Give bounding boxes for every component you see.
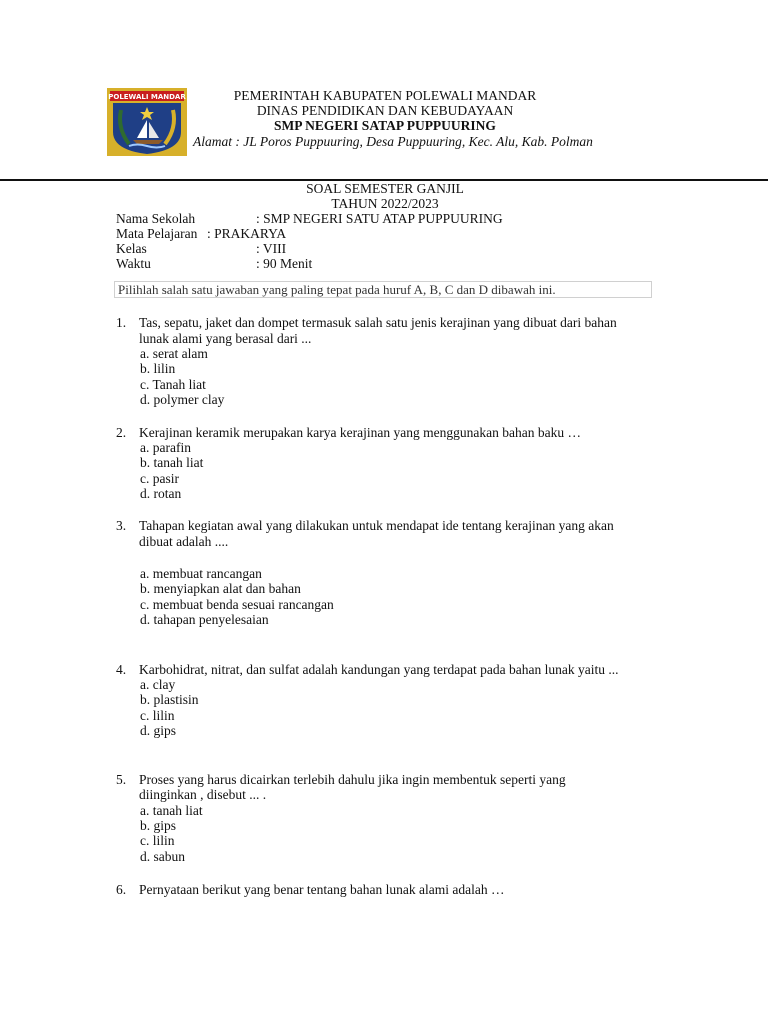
option-c[interactable]: c. lilin [140,833,175,848]
info-row-class [116,241,287,256]
question-text-line1: Proses yang harus dicairkan terlebih dahulu jika ingin membentuk seperti yang [139,772,566,787]
header-address: Alamat : JL Poros Puppuuring, Desa Puppuuring, Kec. Alu, Kab. Polman [193,134,593,149]
option-a[interactable]: a. membuat rancangan [140,566,262,581]
question-text-line1: Kerajinan keramik merupakan karya kerajinan yang menggunakan bahan baku … [139,425,581,440]
info-value: : SMP NEGERI SATU ATAP PUPPUURING [256,211,503,226]
info-row-time [116,256,313,271]
option-d[interactable]: d. polymer clay [140,392,225,407]
info-row-subject [116,226,287,241]
option-a[interactable]: a. serat alam [140,346,208,361]
question-number: 5. [116,772,127,787]
question-text-line1: Tas, sepatu, jaket dan dompet termasuk salah satu jenis kerajinan yang dibuat dari bahan [139,315,617,330]
option-b[interactable]: b. lilin [140,361,176,376]
question-number: 3. [116,518,127,533]
question-text-line2: diinginkan , disebut ... . [139,787,267,802]
info-label: Nama Sekolah [116,211,196,226]
question-text-line2: lunak alami yang berasal dari ... [139,331,312,346]
option-c[interactable]: c. pasir [140,471,179,486]
header-department: DINAS PENDIDIKAN DAN KEBUDAYAAN [256,103,514,118]
header-school-name: SMP NEGERI SATAP PUPPUURING [274,118,496,133]
question-number: 1. [116,315,127,330]
option-a[interactable]: a. clay [140,677,176,692]
question-text-line2: dibuat adalah .... [139,534,229,549]
info-value: : 90 Menit [256,256,313,271]
option-a[interactable]: a. tanah liat [140,803,203,818]
question-text-line1: Karbohidrat, nitrat, dan sulfat adalah kandungan yang terdapat pada bahan lunak yaitu ... [139,662,619,677]
option-b[interactable]: b. gips [140,818,177,833]
option-b[interactable]: b. tanah liat [140,455,204,470]
info-row-school [116,211,503,226]
exam-year: TAHUN 2022/2023 [331,196,439,211]
info-value: : PRAKARYA [207,226,287,241]
option-b[interactable]: b. plastisin [140,692,199,707]
option-c[interactable]: c. membuat benda sesuai rancangan [140,597,334,612]
question-number: 6. [116,882,127,897]
question-number: 2. [116,425,127,440]
info-value: : VIII [256,241,287,256]
option-c[interactable]: c. lilin [140,708,175,723]
info-label: Kelas [116,241,147,256]
option-c[interactable]: c. Tanah liat [140,377,206,392]
header-government: PEMERINTAH KABUPATEN POLEWALI MANDAR [233,88,537,103]
logo-banner-text: POLEWALI MANDAR [108,93,186,101]
option-d[interactable]: d. tahapan penyelesaian [140,612,269,627]
question-number: 4. [116,662,127,677]
question-text-line1: Tahapan kegiatan awal yang dilakukan untuk mendapat ide tentang kerajinan yang akan [139,518,614,533]
option-d[interactable]: d. sabun [140,849,185,864]
option-a[interactable]: a. parafin [140,440,191,455]
info-label: Mata Pelajaran [116,226,198,241]
option-d[interactable]: d. gips [140,723,177,738]
instruction-box: Pilihlah salah satu jawaban yang paling tepat pada huruf A, B, C dan D dibawah ini. [114,281,652,298]
question-text-line1: Pernyataan berikut yang benar tentang bahan lunak alami adalah … [139,882,505,897]
option-b[interactable]: b. menyiapkan alat dan bahan [140,581,301,596]
option-d[interactable]: d. rotan [140,486,182,501]
exam-title: SOAL SEMESTER GANJIL [306,181,464,196]
info-label: Waktu [116,256,151,271]
